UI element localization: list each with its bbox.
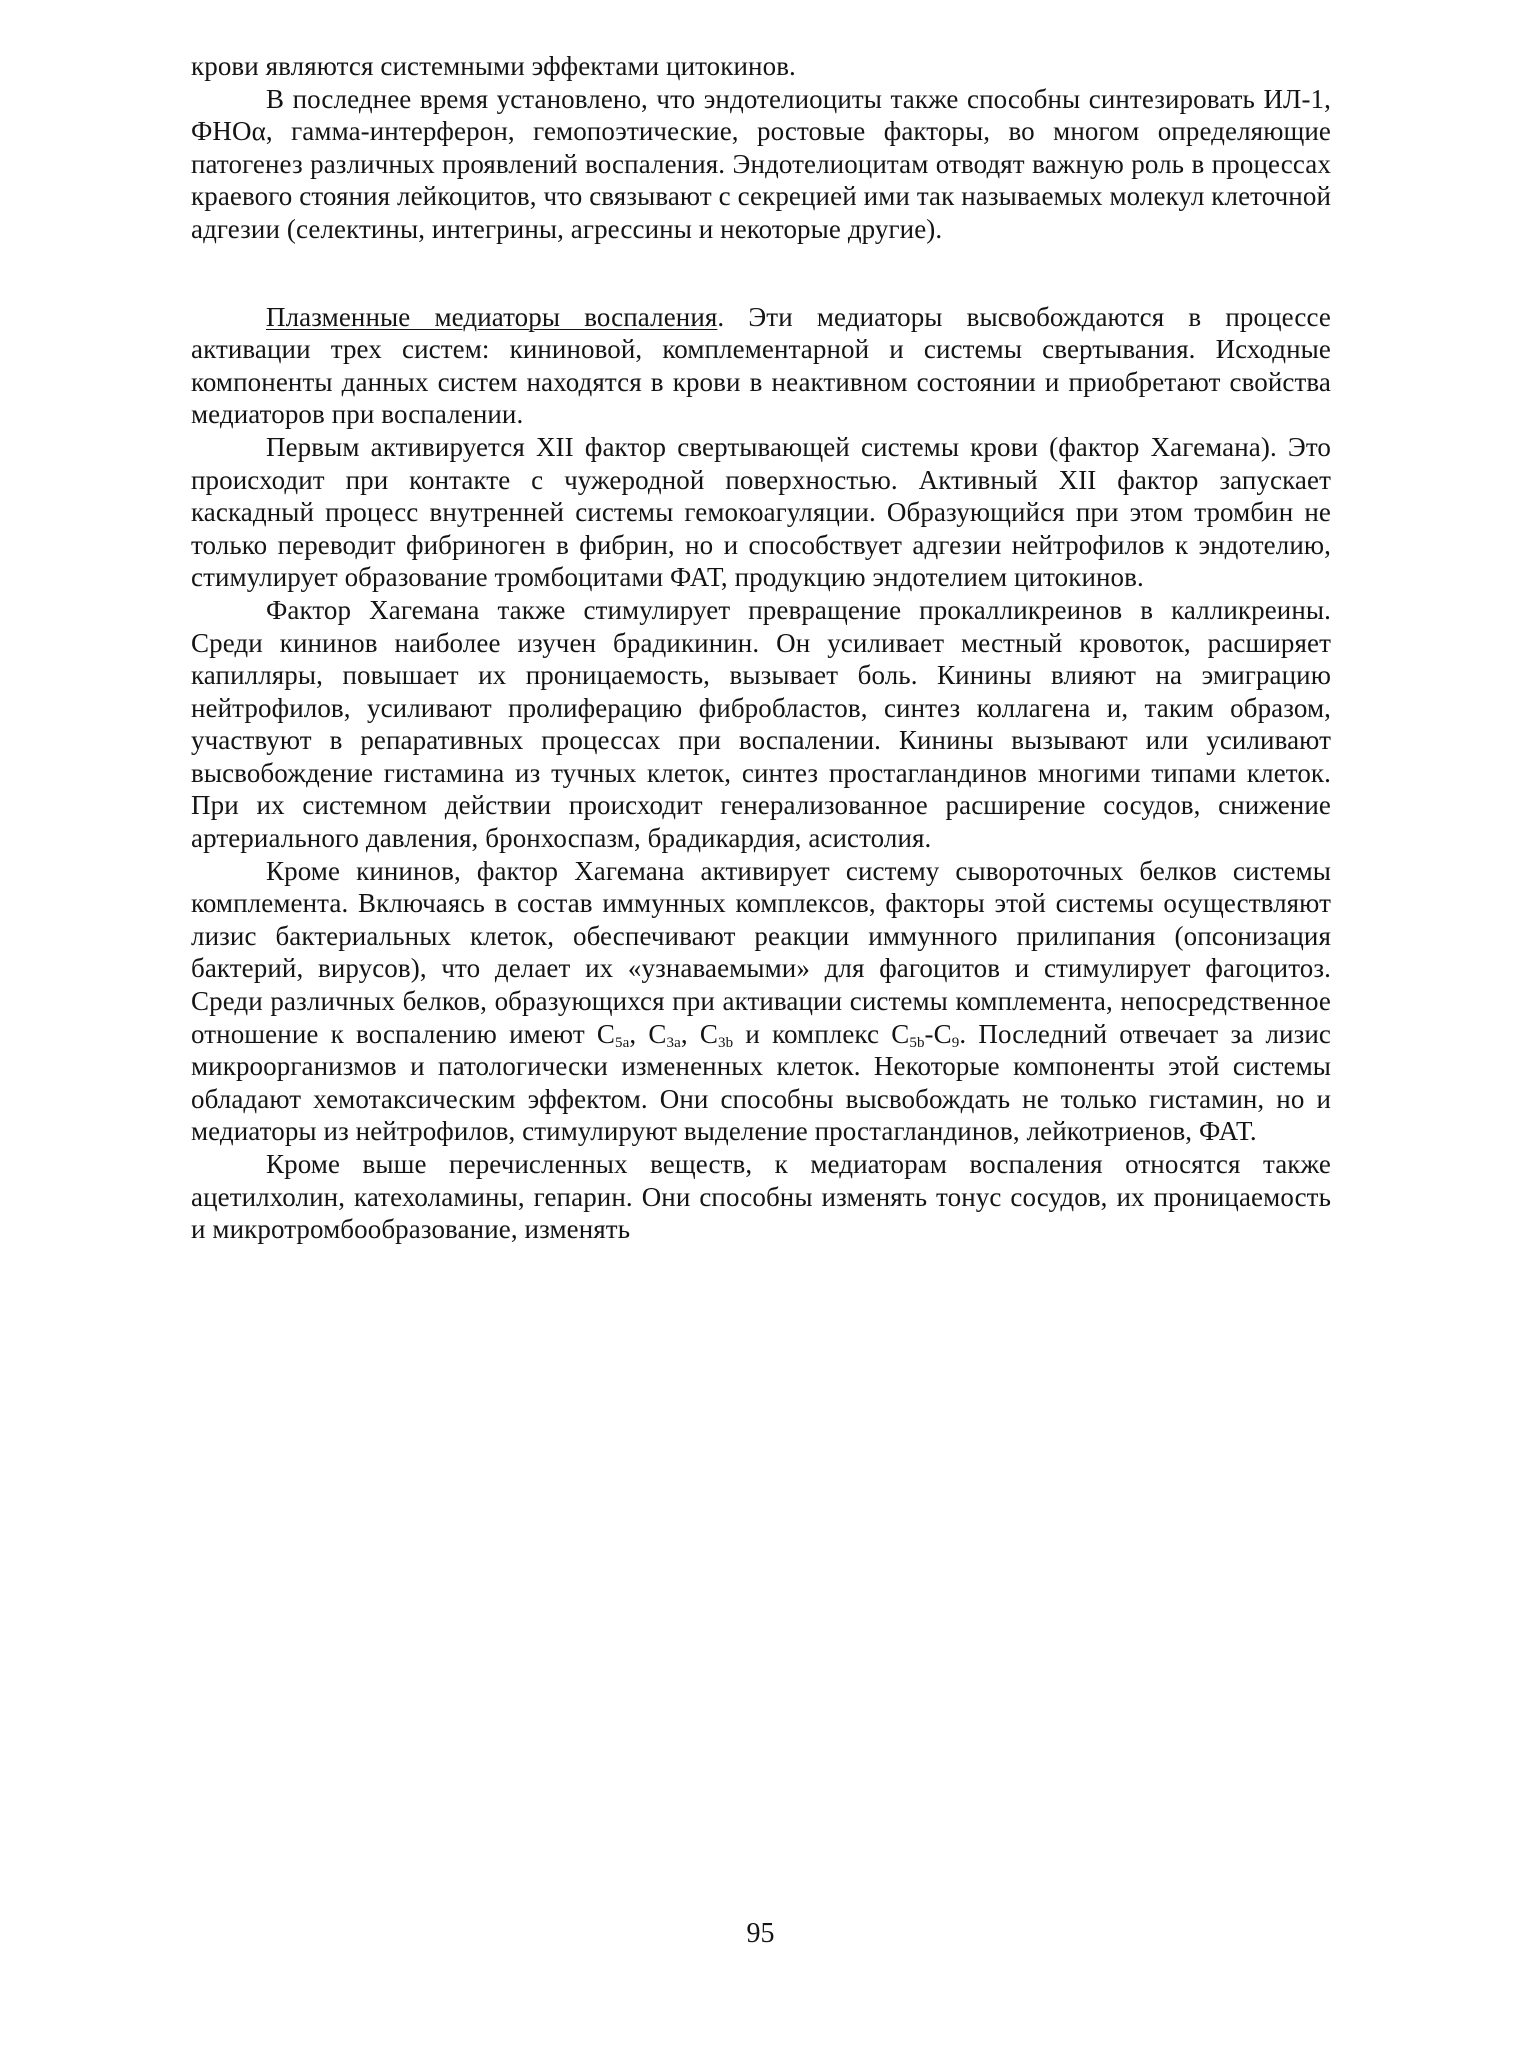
- subscript: 5a: [615, 1034, 630, 1051]
- paragraph-text: Кроме выше перечисленных веществ, к медиаторам воспаления относятся также ацетилхолин, катехоламины, гепарин. Они способны изменять тонус сосудов, их проницаемость и микротромбообразование, изменять: [191, 1149, 1331, 1245]
- paragraph-text: . Последний отвечает за лизис микроорганизмов и патологически измененных клеток. Некоторые компоненты этой системы обладают хемотаксическим эффектом. Они способны высвобождать не только гистамин, но и медиаторы из нейтрофилов, стимулируют выделение простагландинов, лейкотриенов, ФАТ.: [191, 1018, 1331, 1147]
- paragraph-text: Первым активируется XII фактор свертывающей системы крови (фактор Хагемана). Это происходит при контакте с чужеродной поверхностью. Активный XII фактор запускает каскадный процесс внутренней системы гемокоагуляции. Образующийся при этом тромбин не только переводит фибриноген в фибрин, но и способствует адгезии нейтрофилов к эндотелию, стимулирует образование тромбоцитами ФАТ, продукцию эндотелием цитокинов.: [191, 431, 1331, 593]
- paragraph-plasma-mediators: [191, 301, 1331, 431]
- paragraph-kinins: [191, 594, 1331, 855]
- paragraph-other-mediators: [191, 1148, 1331, 1246]
- subscript: 5b: [909, 1034, 925, 1051]
- paragraph-hageman-factor: [191, 431, 1331, 594]
- paragraph-text: Кроме кининов, фактор Хагемана активирует систему сывороточных белков системы комплемента. Включаясь в состав иммунных комплексов, факторы этой системы осуществляют лизис бактериальных клеток, обеспечивают реакции иммунного прилипания (опсонизация бактерий, вирусов), что делает их «узнаваемыми» для фагоцитов и стимулирует фагоцитоз. Среди различных белков, образующихся при активации системы комплемента, непосредственное отношение к воспалению имеют C: [191, 855, 1331, 1049]
- subscript: 9: [951, 1034, 960, 1051]
- paragraph-text: . Эти медиаторы высвобождаются в процессе активации трех систем: кининовой, комплементарной и системы свертывания. Исходные компоненты данных систем находятся в крови в неактивном состоянии и приобретают свойства медиаторов при воспалении.: [191, 301, 1331, 430]
- paragraph-text: , C: [680, 1018, 719, 1049]
- section-lead-heading: Плазменные медиаторы воспаления: [266, 301, 718, 332]
- paragraph-continuation: [191, 50, 1331, 83]
- paragraph-text: Фактор Хагемана также стимулирует превращение прокалликреинов в калликреины. Среди кининов наиболее изучен брадикинин. Он усиливает местный кровоток, расширяет капилляры, повышает их проницаемость, вызывает боль. Кинины влияют на эмиграцию нейтрофилов, усиливают пролиферацию фибробластов, синтез коллагена и, таким образом, участвуют в репаративных процессах при воспалении. Кинины вызывают или усиливают высвобождение гистамина из тучных клеток, синтез простагландинов многими типами клеток. При их системном действии происходит генерализованное расширение сосудов, снижение артериального давления, бронхоспазм, брадикардия, асистолия.: [191, 594, 1331, 854]
- paragraph-text: В последнее время установлено, что эндотелиоциты также способны синтезировать ИЛ-1, ФНОα, гамма-интерферон, гемопоэтические, ростовые факторы, во многом определяющие патогенез различных проявлений воспаления. Эндотелиоцитам отводят важную роль в процессах краевого стояния лейкоцитов, что связывают с секрецией ими так называемых молекул клеточной адгезии (селектины, интегрины, агрессины и некоторые другие).: [191, 83, 1331, 244]
- subscript: 3b: [718, 1034, 734, 1051]
- paragraph-text: крови являются системными эффектами цитокинов.: [191, 51, 796, 81]
- paragraph-text: -C: [924, 1018, 952, 1049]
- paragraph-text: и комплекс C: [733, 1018, 910, 1049]
- paragraph-text: , C: [629, 1018, 667, 1049]
- paragraph-complement: [191, 855, 1331, 1148]
- page-number: 95: [746, 1918, 775, 1949]
- body-text: [191, 50, 1331, 1246]
- paragraph-endothelium: [191, 83, 1331, 246]
- subscript: 3a: [666, 1034, 681, 1051]
